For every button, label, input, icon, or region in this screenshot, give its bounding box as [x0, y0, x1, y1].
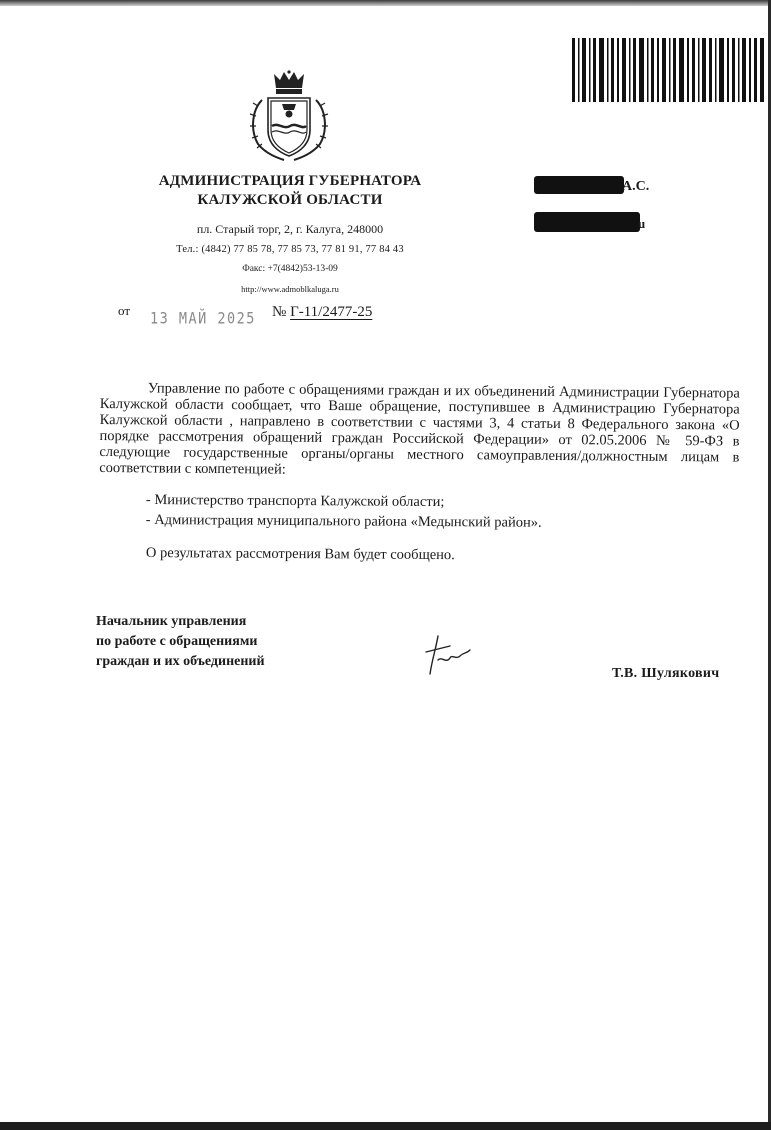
handwritten-signature-icon	[420, 630, 476, 680]
org-address: пл. Старый торг, 2, г. Калуга, 248000	[196, 222, 384, 236]
coat-of-arms-icon	[244, 70, 334, 162]
addressee-initials: А.С.	[622, 179, 650, 194]
signatory-title-line: граждан и их объединений	[96, 654, 265, 669]
org-name-line-2: КАЛУЖСКОЙ ОБЛАСТИ	[197, 192, 383, 208]
signatory-title-line: Начальник управления	[96, 614, 247, 629]
signer-name: Т.В. Шулякович	[612, 666, 720, 681]
closing-sentence: О результатах рассмотрения Вам будет сообщено.	[145, 545, 455, 564]
recipient-item: - Администрация муниципального района «Медынский район».	[145, 511, 542, 531]
number-sign: №	[272, 304, 287, 320]
letter-body-paragraph: Управление по работе с обращениями граждан и их объединений Администрации Губернатора Калужской области сообщает, что Ваше обращение, поступившее в Администрацию Губернатора Калужской области , направлено в соответствии с частями 3, 4 статьи 8 Федерального закона «О порядке рассмотрения обращений граждан Российской Федерации» от 02.05.2006 № 59-ФЗ в следующие государственные органы/органы местного самоуправления/должностным лицам в соответствии с компетенцией:	[99, 380, 740, 478]
barcode-icon	[570, 38, 766, 102]
registration-number-value: Г-11/2477-25	[290, 304, 373, 320]
organization-name	[130, 172, 450, 210]
org-website: http://www.admoblkaluga.ru	[241, 284, 339, 294]
addressee-email-tail: u	[638, 216, 646, 231]
signatory-title	[96, 612, 265, 672]
org-phones: Тел.: (4842) 77 85 78, 77 85 73, 77 81 91, 77 84 43	[176, 244, 404, 255]
date-label: от	[118, 303, 131, 318]
scan-top-edge	[0, 0, 771, 6]
org-fax: Факс: +7(4842)53-13-09	[242, 264, 338, 274]
date-stamp: 13 МАЙ 2025	[150, 309, 256, 329]
recipient-item: - Министерство транспорта Калужской области;	[145, 491, 445, 511]
scan-bottom-edge	[0, 1122, 771, 1130]
registration-number	[272, 304, 372, 321]
recipient-list	[146, 490, 542, 533]
signatory-title-line: по работе с обращениями	[96, 634, 258, 649]
redaction-bar	[534, 212, 640, 232]
org-name-line-1: АДМИНИСТРАЦИЯ ГУБЕРНАТОРА	[158, 173, 422, 189]
redaction-bar	[534, 176, 624, 194]
